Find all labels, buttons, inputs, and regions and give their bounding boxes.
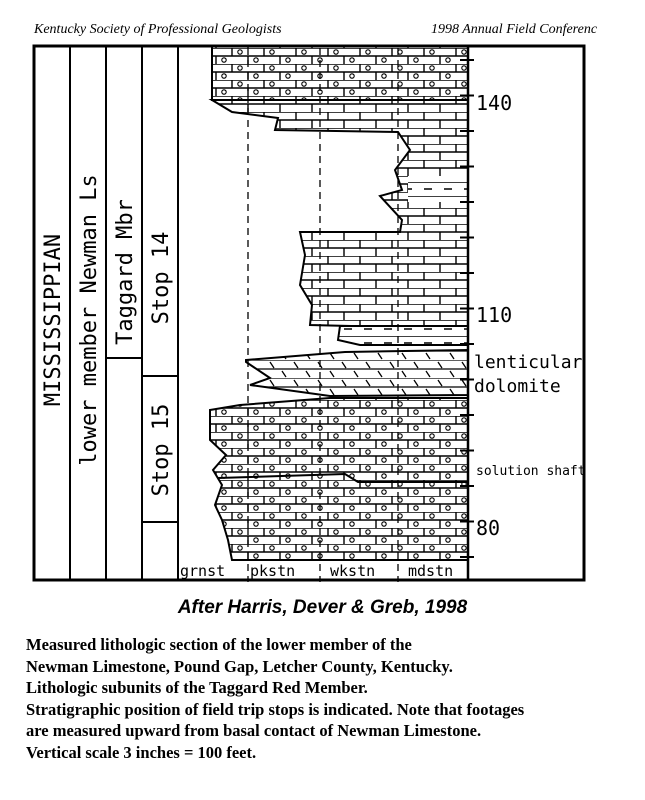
figure-caption (26, 634, 636, 763)
texture-label-wkstn: wkstn (330, 562, 376, 580)
header-right: 1998 Annual Field Conferenc (431, 22, 598, 37)
caption-line: are measured upward from basal contact of Newman Limestone. (26, 721, 482, 740)
caption-line: Stratigraphic position of field trip stops is indicated. Note that footages (26, 699, 525, 719)
texture-label-pkstn: pkstn (250, 562, 296, 580)
caption-line: Lithologic subunits of the Taggard Red Member. (26, 678, 368, 697)
system-label: MISSISSIPPIAN (41, 233, 66, 407)
member-label: Taggard Mbr (113, 199, 138, 345)
texture-label-grnst: grnst (180, 562, 226, 580)
scale-label-140: 140 (476, 91, 513, 115)
caption-line: Measured lithologic section of the lower member of the (26, 635, 412, 654)
dolomite-lens (246, 350, 468, 396)
stop-14-label: Stop 14 (149, 231, 174, 325)
texture-label-mdstn: mdstn (408, 562, 454, 580)
oolitic-unit-lower (210, 398, 468, 560)
limestone-unit-upper (212, 100, 468, 340)
scale-label-80: 80 (476, 516, 501, 540)
caption-line: Vertical scale 3 inches = 100 feet. (26, 742, 257, 762)
stop-15-label: Stop 15 (149, 403, 174, 497)
figure-credit: After Harris, Dever & Greb, 1998 (177, 597, 468, 618)
annotation-solution-shaft: solution shaft (476, 464, 586, 479)
annotation-dolomite: dolomite (474, 376, 561, 397)
shale-lens-upper (408, 176, 468, 202)
scale-label-110: 110 (476, 303, 513, 327)
lithology-column (210, 46, 468, 560)
caption-line: Newman Limestone, Pound Gap, Letcher County, Kentucky. (26, 656, 453, 676)
formation-label: lower member Newman Ls (77, 174, 102, 466)
oolitic-unit-top (212, 46, 468, 100)
header-left: Kentucky Society of Professional Geologists (34, 22, 282, 37)
annotation-lenticular: lenticular (474, 352, 583, 373)
shale-unit-lower (338, 326, 468, 345)
